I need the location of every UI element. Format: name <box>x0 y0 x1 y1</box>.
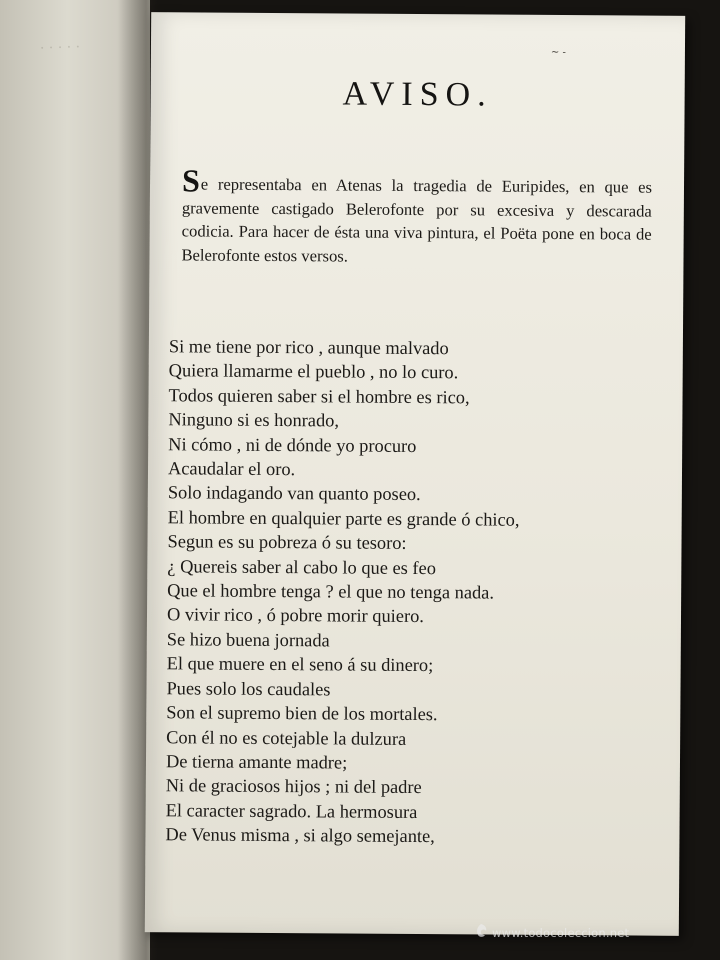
verse-line: Ni cómo , ni de dónde yo procuro <box>168 433 417 456</box>
verse-line: El hombre en qualquier parte es grande ó chico, <box>167 507 520 530</box>
watermark-text: www.todocoleccion.net <box>492 926 630 940</box>
show-through-mark: · · · · · <box>39 39 81 57</box>
verse-line: De tierna amante madre; <box>165 751 348 773</box>
todocoleccion-logo-icon <box>474 923 488 939</box>
verse-line: Si me tiene por rico , aunque malvado <box>168 336 449 359</box>
verse-line: Todos quieren saber si el hombre es rico, <box>168 385 470 408</box>
page-title: AVISO. <box>342 75 493 114</box>
verse-line: Ni de graciosos hijos ; ni del padre <box>165 775 422 798</box>
verse-line: El caracter sagrado. La hermosura <box>165 799 418 822</box>
verse-line: Con él no es cotejable la dulzura <box>166 726 407 749</box>
page-header-mark: ~ - <box>550 46 566 59</box>
verse-line: ¿ Quereis saber al cabo lo que es feo <box>167 555 437 578</box>
verse-line: Son el supremo bien de los mortales. <box>166 702 438 725</box>
book-page <box>145 12 685 936</box>
intro-text: e representaba en Atenas la tragedia de Euripides, en que es gravemente castigado Belerofonte por su excesiva y descarada codicia. Para hacer de ésta una viva pintura, el Poëta pone en boca de Belerofonte estos versos. <box>181 174 653 266</box>
drop-cap: S <box>181 162 200 199</box>
verse-line: De Venus misma , si algo semejante, <box>165 824 435 847</box>
verse-line: Que el hombre tenga ? el que no tenga nada. <box>167 580 495 603</box>
verse-line: Solo indagando van quanto poseo. <box>167 482 421 505</box>
verse-line: El que muere en el seno á su dinero; <box>166 653 434 676</box>
verse-line: Se hizo buena jornada <box>166 629 330 651</box>
verse-line: Ninguno si es honrado, <box>168 409 340 431</box>
verse-line: O vivir rico , ó pobre morir quiero. <box>166 604 424 627</box>
verse-block <box>165 334 649 850</box>
verse-line: Quiera llamarme el pueblo , no lo curo. <box>168 360 459 383</box>
verse-line: Acaudalar el oro. <box>167 458 296 480</box>
intro-paragraph <box>181 162 653 269</box>
verse-line: Segun es su pobreza ó su tesoro: <box>167 531 407 554</box>
verse-line: Pues solo los caudales <box>166 677 331 700</box>
